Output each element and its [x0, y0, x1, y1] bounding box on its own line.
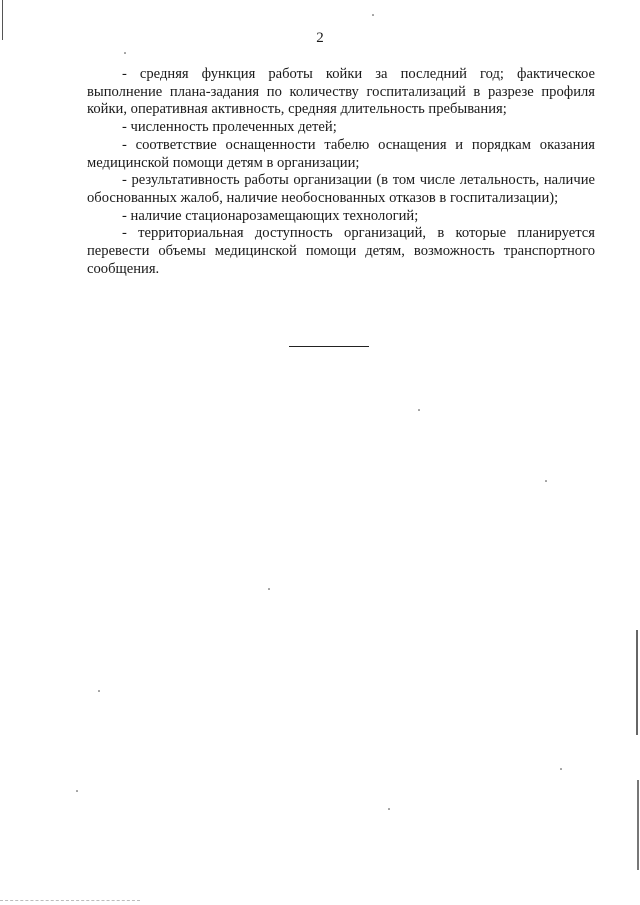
paragraph-accessibility: - территориальная доступность организаций, в которые планируется перевести объемы медицинской помощи детям, возможность транспортного сообщения. [87, 225, 595, 277]
scan-speck [124, 52, 126, 54]
scan-speck [545, 480, 547, 482]
paragraph-equipment-compliance: - соответствие оснащенности табелю оснащения и порядкам оказания медицинской помощи детям в организации; [87, 136, 595, 171]
paragraph-treated-children: - численность пролеченных детей; [122, 119, 337, 136]
scan-speck [560, 768, 562, 770]
scan-speck [372, 14, 374, 16]
paragraph-performance: - результативность работы организации (в том числе летальность, наличие обоснованных жалоб, наличие необоснованных отказов в госпитализации); [87, 172, 595, 206]
paragraph-inpatient-substitute: - наличие стационарозамещающих технологий; [122, 207, 419, 224]
scan-edge-bottom [0, 900, 140, 901]
end-rule [289, 346, 369, 347]
scan-speck [418, 409, 420, 411]
scan-speck [76, 790, 78, 792]
scan-speck [268, 588, 270, 590]
page-number: 2 [316, 30, 324, 46]
scan-speck [388, 808, 390, 810]
body-text [87, 66, 595, 278]
scan-edge-right-lower [637, 780, 639, 870]
scan-edge-right [636, 630, 638, 735]
scan-speck [98, 690, 100, 692]
paragraph-bed-function: - средняя функция работы койки за последний год; фактическое выполнение плана-задания по количеству госпитализаций в разрезе профиля койки, оперативная активность, средняя длительность пребывания; [87, 66, 595, 118]
